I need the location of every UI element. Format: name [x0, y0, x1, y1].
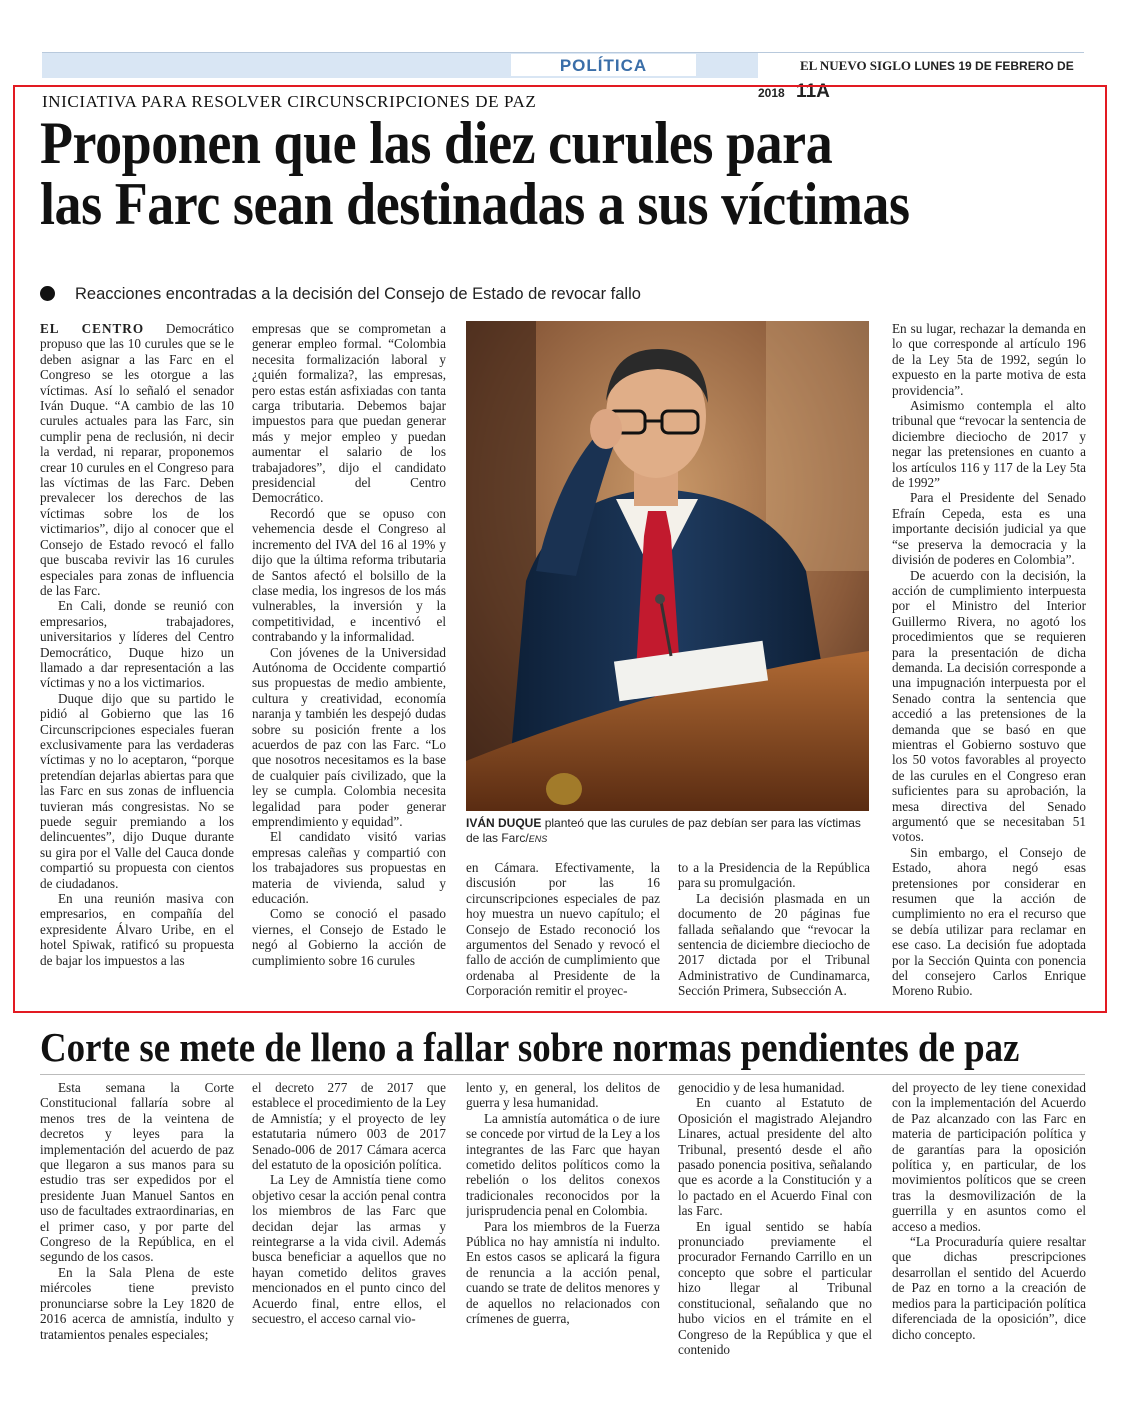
paragraph: “La Procuraduría quiere resaltar que dichas prescripciones desarrollan el sentido del Acuerdo de Paz en torno a la creación de medios para la participación política diferenciada de la oposición”, dice dicho concepto.: [892, 1234, 1086, 1342]
publication-info: [758, 53, 1084, 102]
article1-column-3a: [466, 860, 660, 1006]
article1-column-1: [40, 321, 234, 1007]
paragraph: genocidio y de lesa humanidad.: [678, 1080, 845, 1095]
article2-column-3: [466, 1080, 660, 1400]
article1-column-2: [252, 321, 446, 1007]
issue-date: LUNES 19 DE FEBRERO DE 2018: [758, 59, 1074, 100]
paragraph: Esta semana la Corte Constitucional fallaría sobre al menos tres de la veintena de decretos y leyes para la implementación del acuerdo de paz que llegaron a sus manos para su estudio tras ser expedidos por el presidente Juan Manuel Santos en uso de facultades extraordinarias, en el primer caso, y por parte del Congreso de la República, en el segundo de los casos.: [40, 1080, 234, 1265]
paragraph: En la Sala Plena de este miércoles tiene previsto pronunciarse sobre la Ley 1820 de 2016 acerca de amnistía, indulto y tratamientos penales especiales;: [40, 1264, 234, 1342]
paragraph: El candidato visitó varias empresas caleñas y compartió con los trabajadores sus propuestas en materia de vivienda, salud y educación.: [252, 829, 446, 907]
paragraph: En igual sentido se había pronunciado previamente el procurador Fernando Carrillo en un concepto que sobre el particular hizo llegar al Tribunal constitucional, señalando que no hubo vicios en el trámite en el Congreso de la República y que el contenido: [678, 1218, 872, 1357]
paragraph: En su lugar, rechazar la demanda en lo que corresponde al artículo 196 de la Ley 5ta de 1992, según lo expuesto en la parte motiva de esta providencia”.: [892, 321, 1086, 398]
paragraph: Como se conoció el pasado viernes, el Consejo de Estado le negó al Gobierno la acción de cumplimiento sobre 16 curules: [252, 906, 446, 968]
photo-ivan-duque: [466, 321, 869, 811]
article2-column-5: [892, 1080, 1086, 1400]
headline-line-2: las Farc sean destinadas a sus víctimas: [40, 171, 910, 237]
bullet-icon: [40, 286, 55, 301]
article2-column-1: [40, 1080, 234, 1400]
paragraph: empresas que se comprometan a generar empleo formal. “Colombia necesita formalización laboral y ¿quién formaliza?, las empresas, pero estas están asfixiadas con tanta carga tributaria. Debemos bajar impuestos para que puedan generar más y mejor empleo y puedan aumentar el salario de los trabajadores”, dijo el candidato presidencial del Centro Democrático.: [252, 321, 446, 506]
caption-text: planteó que las curules de paz debían ser para las víctimas de las Farc/: [466, 816, 861, 845]
paragraph: Para los miembros de la Fuerza Pública no hay amnistía ni indulto. En estos casos se aplicará la figura de renuncia a la acción penal, cuando se trate de delitos menores y de aquellos no relacionados con crímenes de guerra,: [466, 1218, 660, 1327]
article-lead: EL CENTRO: [40, 321, 145, 336]
newspaper-name: EL NUEVO SIGLO: [800, 58, 911, 73]
caption-name: IVÁN DUQUE: [466, 816, 542, 830]
photo-caption: [466, 816, 869, 847]
summary-text: Reacciones encontradas a la decisión del Consejo de Estado de revocar fallo: [75, 285, 641, 303]
article-summary: [40, 285, 1080, 309]
paragraph: La amnistía automática o de iure se concede por virtud de la Ley a los integrantes de las Farc que hayan cometido delitos políticos como la rebelión o los delitos conexos tradicionales reconocidos por la jurisprudencia penal en Colombia.: [466, 1110, 660, 1219]
article1-column-4: [892, 321, 1086, 1007]
paragraph: Recordó que se opuso con vehemencia desde el Congreso al incremento del IVA del 16 al 19% y dijo que la última reforma tributaria de Santos afectó el bolsillo de la clase media, los ingresos de los más vulnerables, la inversión y la competitividad, e incentivó el contrabando y la informalidad.: [252, 505, 446, 645]
paragraph: De acuerdo con la decisión, la acción de cumplimiento interpuesta por el Ministro del Interior Guillermo Rivera, no agotó los procedimientos que se requieren para la presentación de dicha demanda. La decisión corresponde a una impugnación interpuesta por el Senado contra la sentencia que accedió a las pretensiones de la demanda que se basó en que mientras el Gobierno sostuvo que los 50 votos favorables al proyecto de las curules en el Congreso eran suficientes para su aprobación, la mesa directiva del Senado argumentó que se necesitaban 51 votos.: [892, 567, 1086, 845]
paragraph: La decisión plasmada en un documento de 20 páginas fue fallada señalando que “revocar la sentencia de diciembre dieciocho de 2017 dictada por el Tribunal Administrativo de Cundinamarca, Sección Primera, Subsección A.: [678, 890, 870, 999]
paragraph: Para el Presidente del Senado Efraín Cepeda, esta es una importante decisión judicial ya que “se preserva la democracia y la división de poderes en Colombia”.: [892, 490, 1086, 568]
paragraph: en Cámara. Efectivamente, la discusión por las 16 circunscripciones especiales de paz hoy muestra un nuevo capítulo; el Consejo de Estado reconoció los argumentos del Senado y revocó el fallo de acción de cumplimiento que ordenaba al Presidente de la Corporación remitir el proyec-: [466, 860, 660, 999]
headline-line-1: Proponen que las diez curules para: [40, 110, 833, 176]
article-headline: [40, 110, 1089, 237]
paragraph: La Ley de Amnistía tiene como objetivo cesar la acción penal contra los miembros de las Farc que decidan dejar las armas y reintegrarse a la vida civil. Además busca beneficiar a aquellos que no hayan cometido delitos graves mencionados en el punto cinco del Acuerdo final, entre ellos, el secuestro, el acceso carnal vio-: [252, 1172, 446, 1327]
article2-column-2: [252, 1080, 446, 1400]
paragraph: En Cali, donde se reunió con empresarios, trabajadores, universitarios y líderes del Centro Democrático, Duque hizo un llamado a dar representación a las víctimas y no a los victimarios.: [40, 598, 234, 691]
article-photo: [466, 321, 869, 811]
article-kicker: INICIATIVA PARA RESOLVER CIRCUNSCRIPCIONES DE PAZ: [42, 92, 537, 111]
page-number: 11A: [796, 81, 830, 102]
paragraph: lento y, en general, los delitos de guerra y lesa humanidad.: [466, 1080, 660, 1111]
paragraph: del proyecto de ley tiene conexidad con la implementación del Acuerdo de Paz alcanzado con las Farc en materia de participación política y de garantías para la oposición política y, en particular, de los movimientos políticos que se creen tras la desmovilización de la guerrilla y en asuntos como el acceso a medios.: [892, 1080, 1086, 1234]
paragraph: Asimismo contempla el alto tribunal que “revocar la sentencia de diciembre dieciocho de 2017 y negar las pretensiones en cuanto a los artículos 116 y 117 de la Ley 5ta de 1992”: [892, 398, 1086, 491]
photo-credit: ENS: [528, 834, 548, 844]
paragraph: to a la Presidencia de la República para su promulgación.: [678, 860, 870, 891]
paragraph: En cuanto al Estatuto de Oposición el magistrado Alejandro Linares, actual presidente del alto Tribunal, presentó desde el año pasado ponencia positiva, señalando que es acorde a la Constitución y a lo pactado en el Acuerdo Final con las Farc.: [678, 1095, 872, 1219]
divider: [40, 1074, 1085, 1075]
paragraph: Duque dijo que su partido le pidió al Gobierno que las 16 Circunscripciones especiales fueran exclusivamente para las verdaderas víctimas y no lo aceptaron, “porque pretendían dejarlas abiertas para que las Farc en sus zonas de influencia tuvieran más congresistas. No se puede seguir premiando a los delincuentes”, dijo Duque durante su gira por el Valle del Cauca donde compartió su propuesta con cientos de ciudadanos.: [40, 690, 234, 891]
second-article-headline: Corte se mete de lleno a fallar sobre normas pendientes de paz: [40, 1024, 1020, 1070]
paragraph: Con jóvenes de la Universidad Autónoma de Occidente compartió sus propuestas de medio ambiente, cultura y creatividad, economía naranja y también les despejó dudas sobre su posición frente a los acuerdos de paz con las Farc. “Lo que nosotros necesitamos es la base de cualquier país civilizado, que la ley se cumpla. Colombia necesita legalidad para poder generar emprendimiento y equidad”.: [252, 644, 446, 829]
paragraph: EL CENTRO Democrático propuso que las 10 curules que se le deben asignar a las Farc en el Congreso se les otorgue a las víctimas. Así lo señaló el senador Iván Duque. “A cambio de las 10 curules actuales para las Farc, sin cumplir pena de reclusión, ni decir la verdad, ni reparar, proponemos crear 10 curules en el Congreso para las víctimas de las Farc. Deben prevalecer los derechos de las víctimas sobre los de los victimarios”, dijo al conocer que el Consejo de Estado revocó el fallo que buscaba revivir las 16 curules especiales para zonas de influencia de las Farc.: [40, 321, 234, 598]
article1-column-3b: [678, 860, 870, 1006]
section-label[interactable]: POLÍTICA: [511, 54, 696, 76]
paragraph: el decreto 277 de 2017 que establece el procedimiento de la Ley de Amnistía; y el proyecto de ley estatutaria número 003 de 2017 Senado-006 de 2017 Cámara acerca del estatuto de la oposición política.: [252, 1080, 446, 1173]
article2-column-4: [678, 1080, 872, 1400]
paragraph: Sin embargo, el Consejo de Estado, ahora negó esas pretensiones por considerar en resumen que la acción de cumplimiento no era el recurso que se debía utilizar para reclamar en ese caso. La decisión fue adoptada por la Sección Quinta con ponencia del consejero Carlos Enrique Moreno Rubio.: [892, 844, 1086, 999]
paragraph: En una reunión masiva con empresarios, en compañía del expresidente Álvaro Uribe, en el hotel Spiwak, ratificó su propuesta de bajar los impuestos a las: [40, 891, 234, 968]
